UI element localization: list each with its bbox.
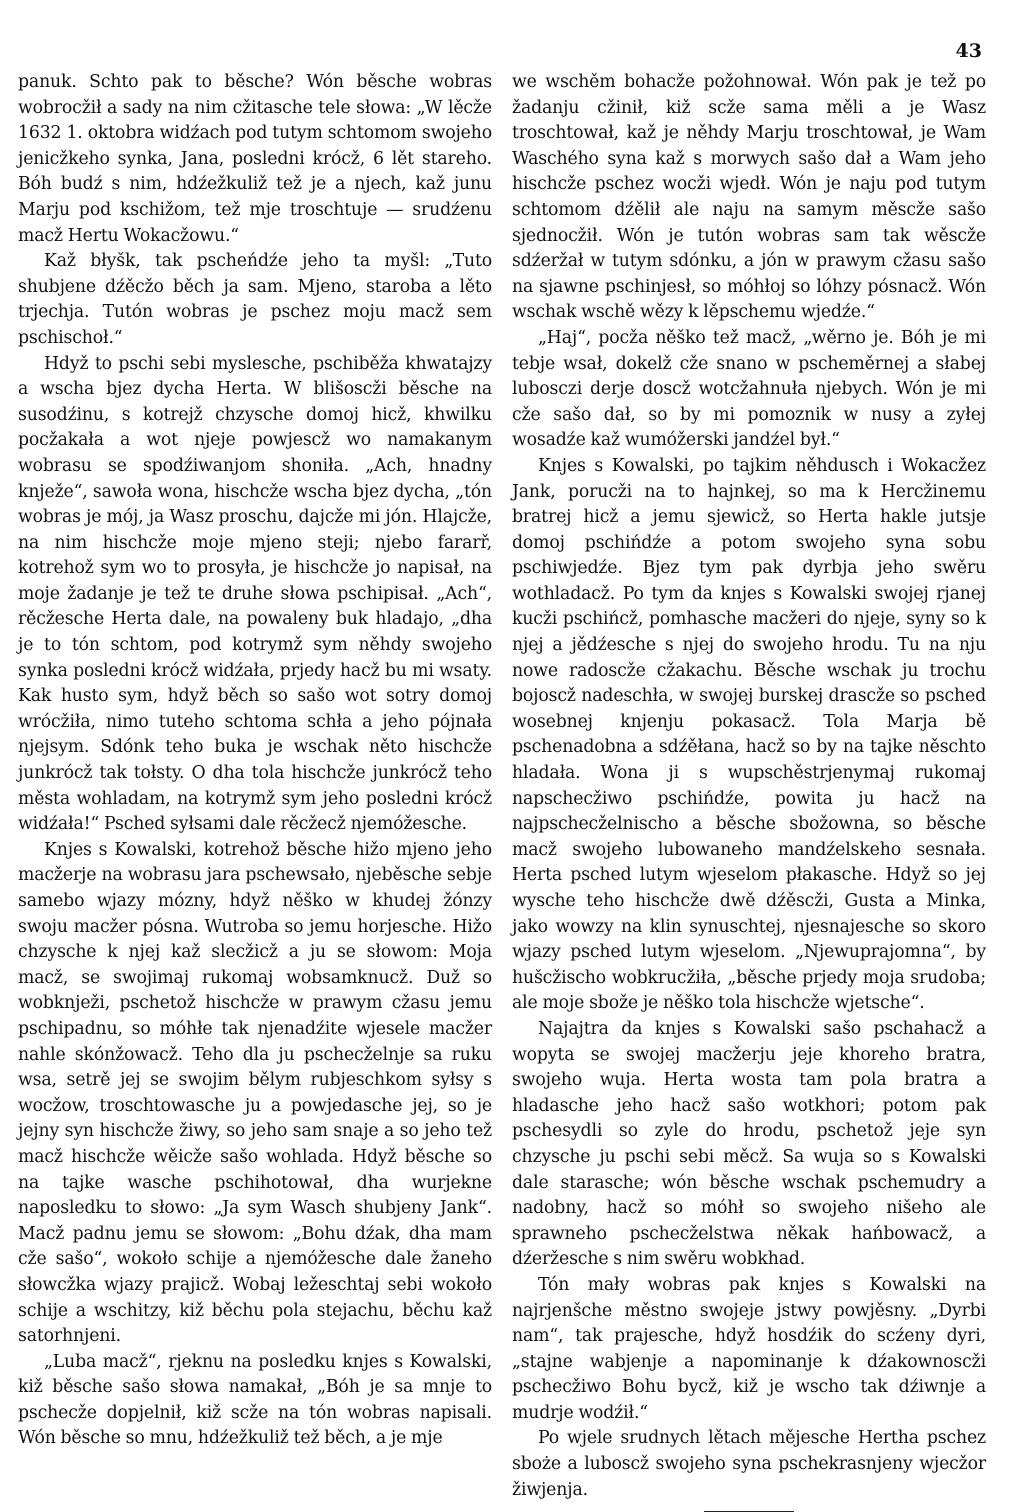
paragraph: Knjes s Kowalski, po tajkim něhdusch i Wokacžez Jank, porucži na to hajnkej, so ma k Hercžinemu bratrej hicž a jemu sjewicž, so Herta hakle jutsje domoj pschińdźe a potom swojeho syna sobu pschiwjedźe. Bjez tym pak dyrbja jeho swěru wothladacž. Po tym da knjes s Kowalski swojej rjanej kucži pschińcž, pomhasche macžeri do njeje, syny so k njej a jědźesche s njej do swojeho hrodu. Tu na nju nowe radoscže cžakachu. Běsche wschak ju trochu bojoscž nadeschła, w swojej burskej drascže so psched wosebnej knjenju pokasacž. Tola Marja bě pschenadobna a sdźěłana, hacž so by na tajke něschto hladała. Wona ji s wupschěstrjenymaj rukomaj napschecžiwo pschińdźe, powita ju hacž na najpschecželnischo a běsche sbožowna, so běsche macž swojeho lubowaneho mandźelskeho sesnała. Herta psched lutym wjeselom płakasche. Hdyž so jej wysche teho hischcže dwě dźěscži, Gusta a Minka, jako wowzy na klin synuschtej, njesnajesche so skoro wjazy psched lutym wjeselom. „Njewuprajomna“, by hušcžischo wobkrucžiła, „běsche prjedy moja srudoba; ale moje sbože je něško tola hischcže wjetsche“. [512, 455, 986, 1014]
paragraph: panuk. Schto pak to běsche? Wón běsche wobras wobrocžił a sady na nim cžitasche tele słowa: „W lěcže 1632 1. oktobra widźach pod tutym schtomom swojeho jenicžkeho synka, Jana, posledni krócž, 6 lět stareho. Bóh budź s nim, hdźežkuliž tež je a njech, kaž junu Marju pod kschižom, tež mje troschtuje — srudźenu macž Hertu Wokacžowu.“ [18, 72, 492, 246]
left-column [18, 70, 492, 1512]
paragraph: Hdyž to pschi sebi myslesche, pschiběža khwatajzy a wscha bjez dycha Herta. W blišoscži běsche na susodźinu, s kotrejž chzysche domoj hicž, khwilku pocžakała a wot njeje powjescž wo namakanym wobrasu se spodźiwanjom shoniła. „Ach, hnadny knježe“, sawoła wona, hischcže wscha bjez dycha, „tón wobras je mój, ja Wasz proschu, dajcže mi jón. Hlajcže, na nim hischcže moje mjeno steji; njebo fararř, kotrehož sym wo to prosyła, je hischcže jo napisał, na moje žadanje je tež te druhe słowa pschipisał. „Ach“, rěcžesche Herta dale, na powaleny buk hladajo, „dha je to tón schtom, pod kotrymž sym něhdy swojeho synka posledni krócž widźała, prjedy hacž bu mi wsaty. Kak husto sym, hdyž běch so sašo wot sotry domoj wrócžiła, nimo tuteho schtoma schła a jeho pójnała njejsym. Sdónk teho buka je wschak něto hischcže junkrócž tak tołsty. O dha tola hischcže junkrócž teho města wohladam, na kotrymž sym jeho posledni krócž widźała!“ Psched syłsami dale rěcžecž njemóžesche. [18, 353, 492, 835]
text-columns [18, 70, 986, 1512]
paragraph: Tón mały wobras pak knjes s Kowalski na najrjenšche městno swojeje jstwy powjěsny. „Dyrbi nam“, tak prajesche, hdyž hosdźik do scźeny dyri, „stajne wabjenje a napominanje k dźakownoscži pschecžiwo Bohu bycž, kiž je wscho tak dźiwnje a mudrje wodźił.“ [512, 1274, 986, 1423]
paragraph: „Haj“, pocža něško tež macž, „wěrno je. Bóh je mi tebje wsał, dokelž cže snano w pscheměrnej a słabej lubosczi derje doscž wotcžahnuła njebych. Wón je mi cže sašo dał, so by mi pomoznik w nusy a zyłej wosadźe kaž wumóžerski jandźel był.“ [512, 327, 986, 451]
paragraph: Po wjele srudnych lětach mějesche Hertha pschez sboże a luboscž swojeho syna pschekrasnjeny wjecžor žiwjenja. [512, 1428, 986, 1500]
paragraph: Knjes s Kowalski, kotrehož běsche hižo mjeno jeho macžerje na wobrasu jara pschewsało, njeběsche sebje samebo wjazy mózny, hdyž něško w khudej žónzy swoju macžer pósna. Wutroba so jemu horjesche. Hižo chzysche k njej kaž slecžicž a ju se słowom: Moja macž, se swojimaj rukomaj wobsamknucž. Duž so wobknježi, pschetož hischcže w prawym cžasu jemu pschipadnu, so móhłe tak njenadźite wjesele macžer nahle skónžowacž. Teho dla ju pschecželnje sa ruku wsa, setrě jej se swojim bělym rubjeschkom syłsy s wocžow, troschtowasche ju a powjedasche jej, so je jejny syn hischcže žiwy, so jeho sam snaje a so jeho tež macž hischcže wěicže sašo wohlada. Hdyž běsche so na tajke wasche pschihotował, dha wurjekne naposledku to słowo: „Ja sym Wasch shubjeny Jank“. Macž padnu jemu se słowom: „Bohu dźak, dha mam cže sašo“, wokoło schije a njemóžesche dale žaneho słowcžka wjazy prajicž. Wobaj ležeschtaj sebi wokoło schije a wschitzy, kiž běchu pola stejachu, běchu kaž satorhnjeni. [18, 839, 492, 1347]
page-number: 43 [955, 40, 982, 62]
right-column [512, 70, 986, 1512]
paragraph: Kaž błyšk, tak pscheńdźe jeho ta myšl: „Tuto shubjene dźěcžo běch ja sam. Mjeno, staroba a lěto trjechja. Tutón wobras je pschez moju macž sem pschischoł.“ [18, 251, 492, 348]
paragraph: we wschěm bohacže požohnował. Wón pak je tež po žadanju cžinił, kiž scže sama měli a je Wasz troschtował, kaž je něhdy Marju troschtował, je Wam Waschého syna kaž s morwych sašo dał a Wam jeho hischcže pschez wocži wjedł. Wón je naju pod tutym schtomom dźělił ale naju na samym měscže sašo sjednocžił. Wón je tutón wobras sam tak wěscže sdźeržał w tutym sdónku, a jón w prawym cžasu sašo na sjawne pschinjesł, so móhłoj so lóhzy pósnacž. Wón wschak wschě wězy k lěpschemu wjedźe.“ [512, 72, 986, 323]
paragraph: Najajtra da knjes s Kowalski sašo pschahacž a wopyta se swojej macžerju jeje khoreho bratra, swojeho wuja. Herta wosta tam pola bratra a hladasche jeho hacž sašo wotkhori; potom pak pschesydli so zyle do hrodu, pschetož jeje syn chzysche ju pschi sebi měcž. Sa wuja so s Kowalski dale starasche; wón běsche wschak pschemudry a nadobny, hacž so móhł so swojeho nišeho ale sprawneho pschecželstwa někak hańbowacž, a dźeržesche s nim swěru wobkhad. [512, 1018, 986, 1270]
paragraph: „Luba macž“, rjeknu na posledku knjes s Kowalski, kiž běsche sašo słowa namakał, „Bóh je sa mnje to pschecže dopjelnił, kiž scže na tón wobras napisali. Wón běsche so mnu, hdźežkuliž tež běch, a je mje [18, 1351, 492, 1449]
